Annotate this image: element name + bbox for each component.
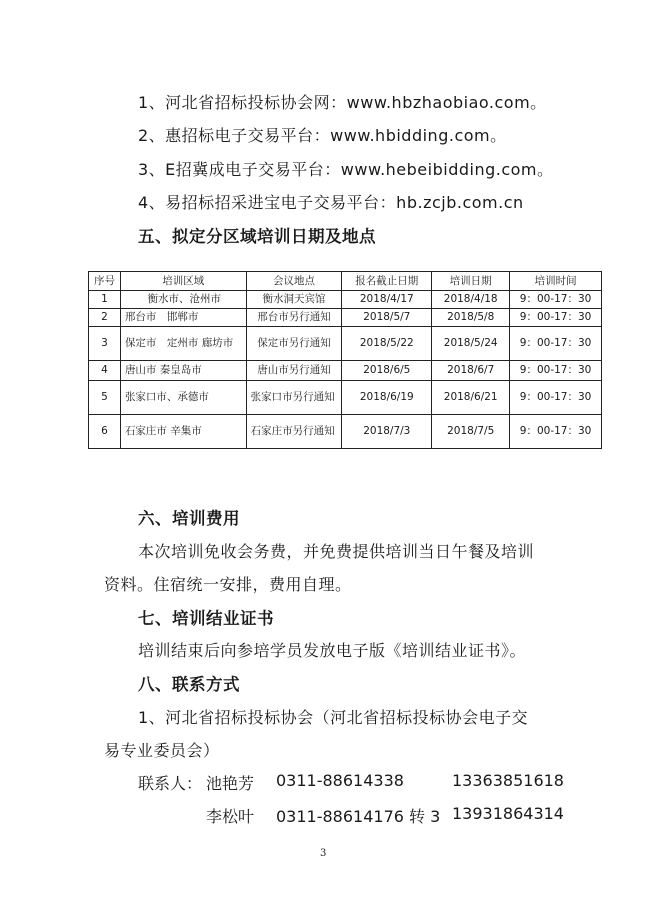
- contact-name-2: 李松叶: [206, 807, 255, 826]
- cell-time: 9：00-17：30: [510, 381, 602, 415]
- cell-venue: 唐山市另行通知: [246, 361, 342, 381]
- section-7-text-1: 培训结束后向参培学员发放电子版《培训结业证书》。: [138, 641, 527, 660]
- table-row: [89, 327, 602, 361]
- cell-no: 1: [89, 291, 121, 309]
- cell-time: 9：00-17：30: [510, 309, 602, 327]
- contact-mobile-2: 13931864314: [452, 804, 564, 823]
- cell-time: 9：00-17：30: [510, 415, 602, 449]
- page-number: 3: [320, 848, 327, 859]
- cell-area: 保定市 定州市 廊坊市: [120, 327, 246, 361]
- table-row: [89, 381, 602, 415]
- cell-deadline: 2018/7/3: [342, 415, 432, 449]
- cell-deadline: 2018/5/7: [342, 309, 432, 327]
- header-time: 培训时间: [510, 272, 602, 291]
- cell-date: 2018/4/18: [432, 291, 510, 309]
- cell-area: 衡水市、沧州市: [120, 291, 246, 309]
- table-row: [89, 361, 602, 381]
- platform-line-1: 1、河北省招标投标协会网：www.hbzhaobiao.com。: [138, 93, 547, 112]
- cell-deadline: 2018/5/22: [342, 327, 432, 361]
- table-row: [89, 309, 602, 327]
- cell-area: 石家庄市 辛集市: [120, 415, 246, 449]
- section-8-text-2: 易专业委员会）: [104, 741, 220, 760]
- table-row: [89, 415, 602, 449]
- cell-time: 9：00-17：30: [510, 327, 602, 361]
- cell-no: 4: [89, 361, 121, 381]
- contact-label: 联系人：: [138, 774, 203, 793]
- header-area: 培训区域: [120, 272, 246, 291]
- cell-date: 2018/5/8: [432, 309, 510, 327]
- platform-line-3: 3、E招冀成电子交易平台：www.hebeibidding.com。: [138, 160, 554, 179]
- cell-venue: 衡水洞天宾馆: [246, 291, 342, 309]
- training-schedule-table: [88, 271, 602, 449]
- table-row: [89, 291, 602, 309]
- section-6-text-1: 本次培训免收会务费，并免费提供培训当日午餐及培训: [138, 542, 535, 561]
- cell-date: 2018/5/24: [432, 327, 510, 361]
- section-8-text-1: 1、河北省招标投标协会（河北省招标投标协会电子交: [138, 708, 529, 727]
- header-date: 培训日期: [432, 272, 510, 291]
- platform-line-2: 2、惠招标电子交易平台：www.hbidding.com。: [138, 126, 507, 145]
- header-deadline: 报名截止日期: [342, 272, 432, 291]
- section-5-heading: 五、拟定分区域培训日期及地点: [138, 227, 376, 246]
- cell-date: 2018/6/7: [432, 361, 510, 381]
- cell-venue: 保定市另行通知: [246, 327, 342, 361]
- cell-date: 2018/6/21: [432, 381, 510, 415]
- cell-time: 9：00-17：30: [510, 361, 602, 381]
- cell-deadline: 2018/6/5: [342, 361, 432, 381]
- cell-venue: 邢台市另行通知: [246, 309, 342, 327]
- cell-area: 唐山市 秦皇岛市: [120, 361, 246, 381]
- cell-area: 张家口市、承德市: [120, 381, 246, 415]
- contact-phone-1: 0311-88614338: [276, 771, 404, 790]
- section-7-heading: 七、培训结业证书: [138, 609, 274, 628]
- cell-area: 邢台市 邯郸市: [120, 309, 246, 327]
- platform-line-4: 4、易招标招采进宝电子交易平台：hb.zcjb.com.cn: [138, 193, 524, 212]
- header-venue: 会议地点: [246, 272, 342, 291]
- cell-time: 9：00-17：30: [510, 291, 602, 309]
- cell-date: 2018/7/5: [432, 415, 510, 449]
- cell-no: 6: [89, 415, 121, 449]
- header-no: 序号: [89, 272, 121, 291]
- section-6-text-2: 资料。住宿统一安排，费用自理。: [104, 575, 352, 594]
- cell-no: 3: [89, 327, 121, 361]
- contact-mobile-1: 13363851618: [452, 771, 564, 790]
- section-6-heading: 六、培训费用: [138, 509, 240, 528]
- contact-phone-2: 0311-88614176 转 3: [276, 807, 441, 826]
- cell-venue: 张家口市另行通知: [246, 381, 342, 415]
- table-header-row: [89, 272, 602, 291]
- cell-no: 5: [89, 381, 121, 415]
- cell-no: 2: [89, 309, 121, 327]
- cell-deadline: 2018/6/19: [342, 381, 432, 415]
- contact-name-1: 池艳芳: [206, 774, 255, 793]
- cell-deadline: 2018/4/17: [342, 291, 432, 309]
- section-8-heading: 八、联系方式: [138, 675, 240, 694]
- cell-venue: 石家庄市另行通知: [246, 415, 342, 449]
